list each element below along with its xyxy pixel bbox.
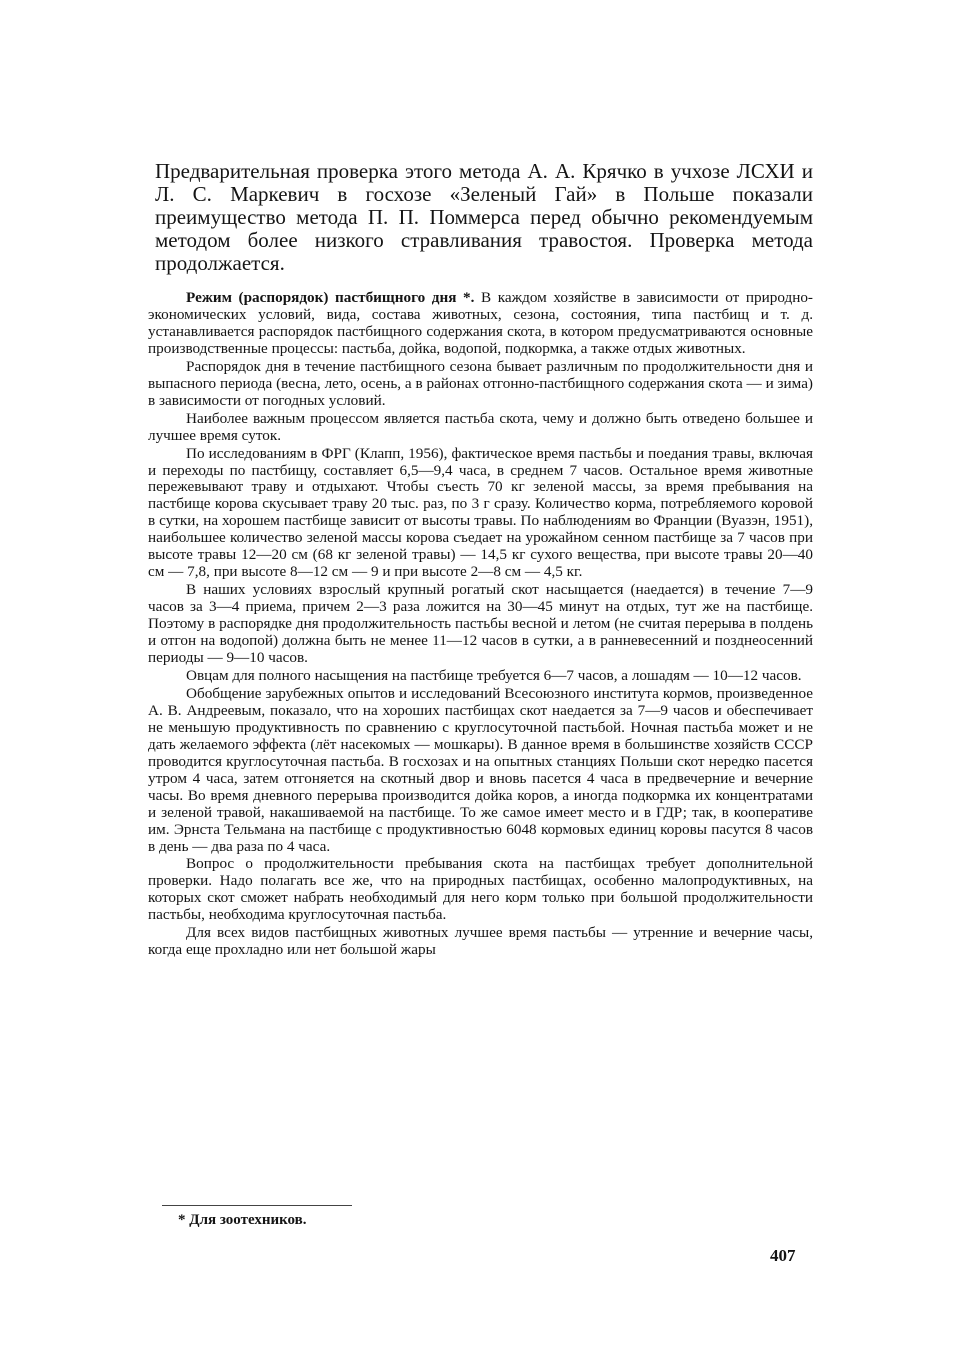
paragraph-cattle-conditions: В наших условиях взрослый крупный рогатый скот насыщается (наедается) в течение 7—9 часов за 3—4 приема, причем 2—3 раза ложится на 30—45 минут на отдых, тут же на пастбище. Поэтому в распорядке дня продолжительность пастьбы весной и летом (не считая перерыва в полдень и отгон на водопой) должна быть не менее 11—12 часов в сутки, а в ранневесенний и позднеосенний периоды — 9—10 часов.: [148, 581, 813, 667]
footnote-divider: [162, 1205, 352, 1206]
pasture-day-section: [148, 290, 813, 960]
paragraph-sheep-horses: Овцам для полного насыщения на пастбище требуется 6—7 часов, а лошадям — 10—12 часов.: [186, 666, 802, 684]
section-first-paragraph-text: В каждом хозяйстве в зависимости от природно-экономических условий, вида, состава животных, сезона, состояния, типа пастбищ и т. д. устанавливается распорядок пастбищного содержания скота, в котором предусматриваются основные производственные процессы: пастьба, дойка, водопой, подкормка, а также отдых животных.: [148, 289, 813, 357]
paragraph-best-time: Для всех видов пастбищных животных лучшее время пастьбы — утренние и вечерние часы, когда еще прохладно или нет большой жары: [148, 924, 813, 959]
paragraph-day-schedule: Распорядок дня в течение пастбищного сезона бывает различным по продолжительности дня и выпасного периода (весна, лето, осень, а в районах отгонно-пастбищного содержания скота — и зима) в зависимости от погодных условий.: [148, 357, 813, 409]
footnote: * Для зоотехников.: [178, 1212, 307, 1228]
section-first-paragraph: [148, 290, 813, 358]
paragraph-duration-question: Вопрос о продолжительности пребывания скота на пастбищах требует дополнительной проверки. Надо полагать все же, что на природных пастбищах, особенно малопродуктивных, на которых скот сможет набрать необходимый для него корм только при большой продолжительности пастьбы, необходима круглосуточная пастьба.: [148, 855, 813, 924]
paragraph-foreign-experience: Обобщение зарубежных опытов и исследований Всесоюзного института кормов, произведенное А. В. Андреевым, показало, что на хороших пастбищах скот наедается за 7—9 часов и обеспечивает не меньшую продуктивность по сравнению с круглосуточной пастьбой. Ночная пастьба может и не дать желаемого эффекта (лёт насекомых — мошкары). В данное время в большинстве хозяйств СССР проводится круглосуточная пастьба. В госхозах и на опытных станциях Польши скот нередко пасется утром 4 часа, затем отгоняется на скотный двор и вновь пасется 4 часа в предвечерние и вечерние часы. Во время дневного перерыва производится дойка коров, а иногда подкормка их концентратами и зеленой травой, накашиваемой на пастбище. То же самое имеет место и в ГДР; так, в кооперативе им. Эрнста Тельмана на пастбище с продуктивностью 6048 кормовых единиц коровы пасутся 8 часов в день — два раза по 4 часа.: [148, 684, 813, 855]
section-heading: Режим (распорядок) пастбищного дня *.: [186, 289, 475, 306]
page-number: 407: [770, 1246, 796, 1265]
paragraph-grazing-priority: Наиболее важным процессом является пастьба скота, чему и должно быть отведено большее и лучшее время суток.: [148, 409, 813, 444]
intro-paragraph: Предварительная проверка этого метода А. А. Крячко в учхозе ЛСХИ и Л. С. Маркевич в госхозе «Зеленый Гай» в Польше показали преимущество метода П. П. Поммерса перед обычно рекомендуемым методом более низкого стравливания травостоя. Проверка метода продолжается.: [155, 159, 813, 275]
paragraph-frg-research: По исследованиям в ФРГ (Клапп, 1956), фактическое время пастьбы и поедания травы, включая и переходы по пастбищу, составляет 6,5—9,4 часа, в среднем 7 часов. Остальное время животные пережевывают траву и отдыхают. Чтобы съесть 70 кг зеленой массы, за время пребывания на пастбище корова скусывает траву 20 тыс. раз, по 3 г сразу. Количество корма, потребляемого коровой в сутки, на хорошем пастбище зависит от высоты травы. По наблюдениям во Франции (Вуазэн, 1951), наибольшее количество зеленой массы корова съедает на урожайном сенном пастбище за 7 часов при высоте травы 12—20 см (68 кг зеленой травы) — 14,5 кг сухого вещества, при высоте травы 20—40 см — 7,8, при высоте 8—12 см — 9 и при высоте 2—8 см — 4,5 кг.: [148, 444, 813, 581]
